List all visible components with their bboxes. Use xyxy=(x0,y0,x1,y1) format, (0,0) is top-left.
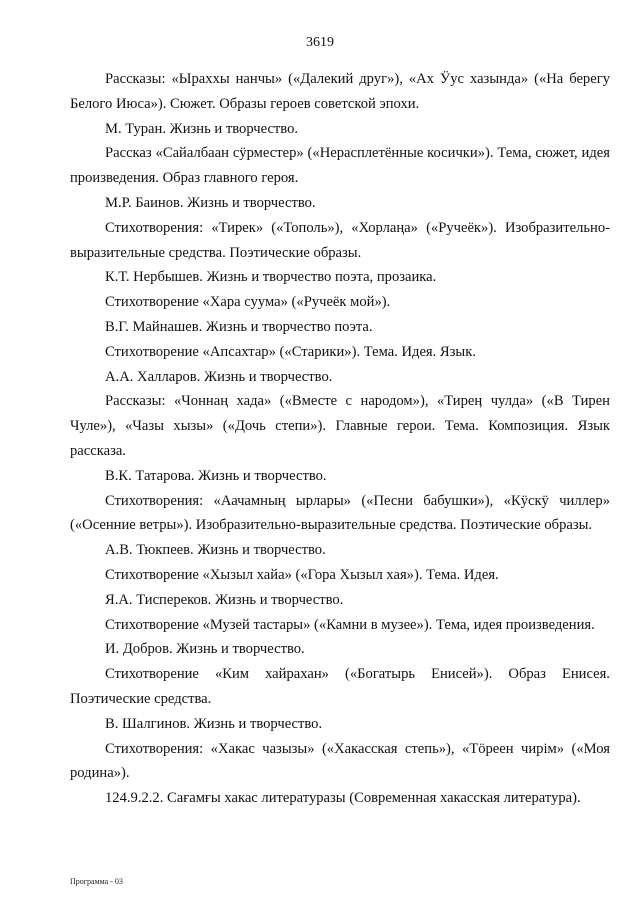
paragraph: Стихотворение «Ким хайрахан» («Богатырь Енисей»). Образ Енисея. Поэтические средства. xyxy=(70,666,610,707)
paragraph: Рассказы: «Ыраххы нанчы» («Далекий друг»), «Ах Ӱус хазында» («На берегу Белого Июса»). Сюжет. Образы героев советской эпохи. xyxy=(70,71,610,112)
paragraph: Стихотворение «Хызыл хайа» («Гора Хызыл хая»). Тема. Идея. xyxy=(105,566,499,583)
paragraph: В. Шалгинов. Жизнь и творчество. xyxy=(105,715,323,732)
paragraph: В.Г. Майнашев. Жизнь и творчество поэта. xyxy=(105,318,373,335)
section-heading: 124.9.2.2. Сағамғы хакас литературазы (Современная хакасская литература). xyxy=(105,790,581,807)
paragraph: Стихотворения: «Хакас чазызы» («Хакасская степь»), «Тӧреен чирім» («Моя родина»). xyxy=(70,740,610,782)
paragraph: Я.А. Тиспереков. Жизнь и творчество. xyxy=(105,591,344,608)
paragraph: А.В. Тюкпеев. Жизнь и творчество. xyxy=(105,542,326,559)
paragraph: Стихотворение «Хара суума» («Ручеёк мой»). xyxy=(105,294,391,311)
paragraph: Рассказ «Сайалбаан сӱрместер» («Нерасплетённые косички»). Тема, сюжет, идея произведения. Образ главного героя. xyxy=(70,145,610,187)
footer-label: Программа - 03 xyxy=(70,877,123,886)
paragraph: К.Т. Нербышев. Жизнь и творчество поэта, прозаика. xyxy=(105,269,437,286)
paragraph: Стихотворения: «Тирек» («Тополь»), «Хорлаңа» («Ручеёк»). Изобразительно-выразительные средства. Поэтические образы. xyxy=(70,219,610,261)
paragraph: М.Р. Баинов. Жизнь и творчество. xyxy=(105,194,316,211)
paragraph: А.А. Халларов. Жизнь и творчество. xyxy=(105,368,333,385)
paragraph: И. Добров. Жизнь и творчество. xyxy=(105,641,305,658)
page-number: 3619 xyxy=(306,35,334,50)
paragraph: М. Туран. Жизнь и творчество. xyxy=(105,120,299,137)
paragraph: Стихотворения: «Аачамның ырлары» («Песни бабушки»), «Кӱскӱ чиллер» («Осенние ветры»). Изобразительно-выразительные средства. Поэтические образы. xyxy=(70,492,610,534)
document-body xyxy=(70,67,610,811)
paragraph: Стихотворение «Музей тастары» («Камни в музее»). Тема, идея произведения. xyxy=(105,616,595,633)
paragraph: Стихотворение «Апсахтар» («Старики»). Тема. Идея. Язык. xyxy=(105,343,476,360)
paragraph: В.К. Татарова. Жизнь и творчество. xyxy=(105,467,327,484)
paragraph: Рассказы: «Чоннаң хада» («Вместе с народом»), «Тиреӊ чулда» («В Тирен Чуле»), «Чазы хызы» («Дочь степи»). Главные герои. Тема. Композиция. Язык рассказа. xyxy=(70,393,610,459)
